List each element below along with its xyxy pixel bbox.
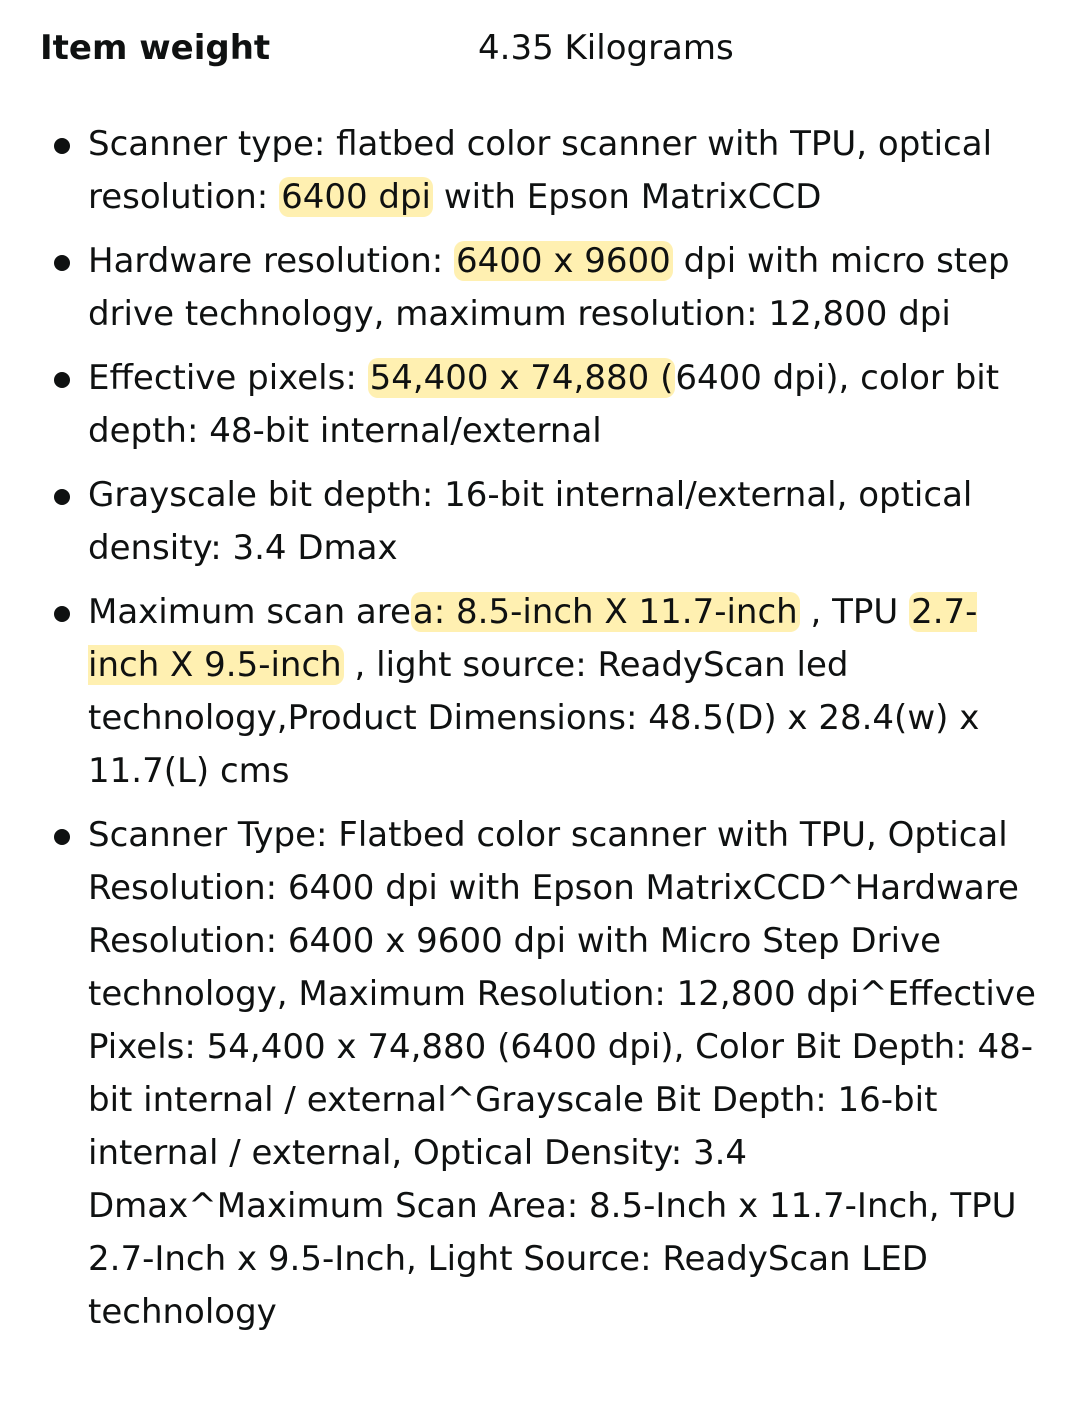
feature-bullet-hardware-resolution	[0, 235, 1080, 341]
feature-bullet-scanner-type	[0, 118, 1080, 224]
highlighted-text: 2.7-inch X 9.5-inch	[88, 592, 978, 685]
bullet-text	[88, 592, 979, 791]
bullet-dot	[54, 138, 70, 154]
feature-bullet-scan-area	[0, 586, 1080, 798]
highlighted-text: 6400 dpi	[281, 177, 432, 217]
bullet-dot	[54, 489, 70, 505]
bullet-dot	[54, 606, 70, 622]
bullet-dot	[54, 255, 70, 271]
bullet-dot	[54, 829, 70, 845]
item-weight-row	[40, 22, 1040, 74]
bullet-text-segment: Effective pixels:	[88, 358, 368, 398]
bullet-text-segment: Scanner Type: Flatbed color scanner with TPU, Optical Resolution: 6400 dpi with Epson MatrixCCD^Hardware Resolution: 6400 x 9600 dpi with Micro Step Drive technology, Maximum Resolution: 12,800 dpi^Effective Pixels: 54,400 x 74,880 (6400 dpi), Color Bit Depth: 48-bit internal / external^Grayscale Bit Depth: 16-bit internal / external, Optical Density: 3.4 Dmax^Maximum Scan Area: 8.5-Inch x 11.7-Inch, TPU 2.7-Inch x 9.5-Inch, Light Source: ReadyScan LED technology	[88, 815, 1036, 1332]
bullet-text-segment: Maximum scan are	[88, 592, 411, 632]
bullet-text	[88, 241, 1010, 334]
feature-bullet-list	[0, 118, 1080, 1350]
feature-bullet-effective-pixels	[0, 352, 1080, 458]
bullet-text	[88, 475, 972, 568]
item-weight-value: 4.35 Kilograms	[478, 28, 734, 68]
bullet-dot	[54, 372, 70, 388]
feature-bullet-grayscale	[0, 469, 1080, 575]
bullet-text-segment: , light source: ReadyScan led technology,Product Dimensions: 48.5(D) x 28.4(w) x 11.7(L) cms	[88, 645, 980, 791]
feature-bullet-full-spec	[0, 809, 1080, 1339]
item-weight-label: Item weight	[40, 28, 271, 68]
highlighted-text: 54,400 x 74,880 (	[369, 358, 674, 398]
bullet-text	[88, 358, 999, 451]
bullet-text	[88, 124, 992, 217]
bullet-text-segment: , TPU	[799, 592, 910, 632]
bullet-text-segment: with Epson MatrixCCD	[433, 177, 822, 217]
highlighted-text: 6400 x 9600	[456, 241, 671, 281]
bullet-text-segment: dpi with micro step drive technology, maximum resolution: 12,800 dpi	[88, 241, 1010, 334]
bullet-text-segment: 6400 dpi), color bit depth: 48-bit internal/external	[88, 358, 1000, 451]
bullet-text-segment: Scanner type: flatbed color scanner with TPU, optical resolution:	[88, 124, 993, 217]
highlighted-text: a: 8.5-inch X 11.7-inch	[412, 592, 798, 632]
bullet-text-segment: Grayscale bit depth: 16-bit internal/external, optical density: 3.4 Dmax	[88, 475, 973, 568]
bullet-text	[88, 815, 1036, 1332]
bullet-text-segment: Hardware resolution:	[88, 241, 455, 281]
